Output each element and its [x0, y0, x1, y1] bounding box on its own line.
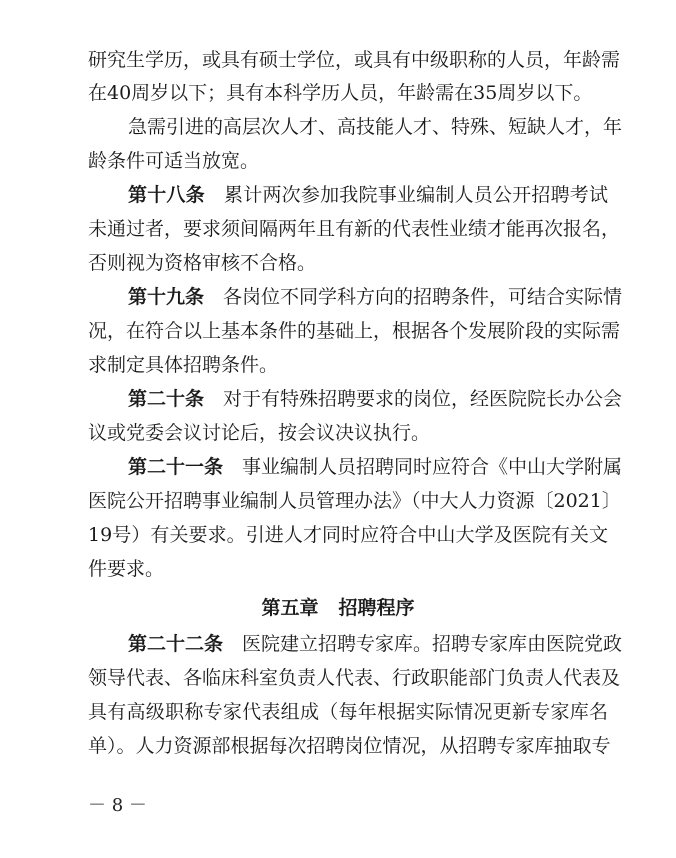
- article-text: 医院建立招聘专家库。招聘专家库由医院党政: [223, 633, 623, 655]
- article-number: 第十八条: [128, 184, 205, 206]
- text-line: 求制定具体招聘条件。: [88, 354, 279, 376]
- text-line: 研究生学历，或具有硕士学位，或具有中级职称的人员，年龄需: [88, 49, 621, 71]
- article-text: 累计两次参加我院事业编制人员公开招聘考试: [204, 184, 608, 206]
- article-number: 第二十一条: [128, 456, 224, 478]
- chapter-title: 招聘程序: [338, 597, 415, 619]
- article-text: 对于有特殊招聘要求的岗位，经医院院长办公会: [204, 388, 623, 410]
- article-19-line: [128, 281, 623, 313]
- text-line: 况，在符合以上基本条件的基础上，根据各个发展阶段的实际需: [88, 320, 621, 342]
- text-line: 件要求。: [88, 558, 165, 580]
- article-text: 各岗位不同学科方向的招聘条件，可结合实际情: [204, 286, 623, 308]
- article-number: 第十九条: [128, 286, 205, 308]
- chapter-heading: [0, 592, 676, 624]
- text-line: 具有高级职称专家代表组成（每年根据实际情况更新专家库名: [88, 701, 608, 723]
- article-number: 第二十条: [128, 388, 205, 410]
- article-number: 第二十二条: [128, 633, 224, 655]
- article-21-line: [128, 451, 623, 483]
- text-line: 医院公开招聘事业编制人员管理办法》（中大人力资源〔2021〕: [88, 490, 621, 512]
- article-22-line: [128, 628, 623, 660]
- article-text: 事业编制人员招聘同时应符合《中山大学附属: [223, 456, 623, 478]
- chapter-number: 第五章: [261, 597, 319, 619]
- text-line: 单）。人力资源部根据每次招聘岗位情况，从招聘专家库抽取专: [88, 735, 611, 757]
- article-20-line: [128, 383, 623, 415]
- text-line: 在40周岁以下；具有本科学历人员，年龄需在35周岁以下。: [88, 82, 593, 104]
- text-line: 否则视为资格审核不合格。: [88, 252, 317, 274]
- page-number: － 8 －: [88, 795, 147, 816]
- text-line: 未通过者，要求须间隔两年且有新的代表性业绩才能再次报名，: [88, 218, 621, 240]
- article-18-line: [128, 179, 608, 211]
- text-line: 议或党委会议讨论后，按会议决议执行。: [88, 422, 431, 444]
- text-line: 龄条件可适当放宽。: [88, 150, 260, 172]
- text-line: 19号）有关要求。引进人才同时应符合中山大学及医院有关文: [88, 524, 608, 546]
- text-line: 领导代表、各临床科室负责人代表、行政职能部门负责人代表及: [88, 667, 621, 689]
- text-line: 急需引进的高层次人才、高技能人才、特殊、短缺人才，年: [128, 116, 623, 138]
